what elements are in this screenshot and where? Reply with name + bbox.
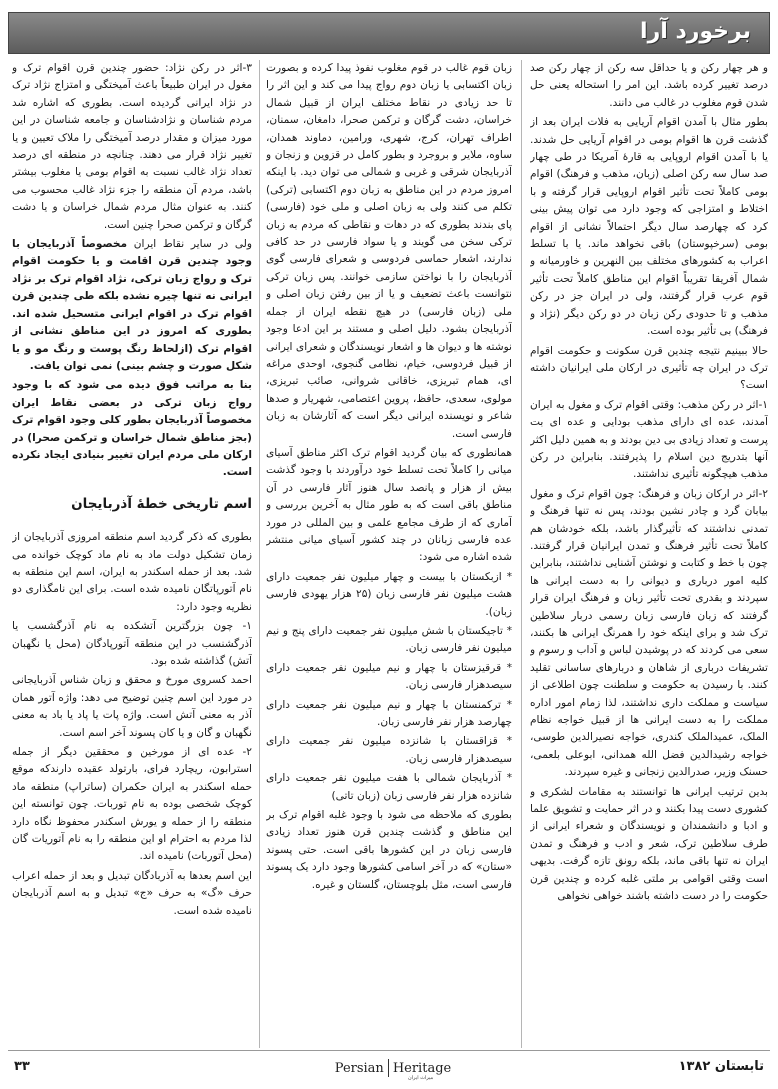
paragraph: ۲-اثر در ارکان زبان و فرهنگ: چون اقوام ترک و مغول بیابان گرد و چادر نشین بودند، پس نه تنها فرهنگ و تمدنی نداشتند که تأثیرگذار باشد، بلکه خودشان هم کاملاً تحت تأثیر فرهنگ و تمدن ایرانیان قرار گرفتند. چون با خط و کتابت و نوشتن آشنایی نداشتند، بنابراین کلیه امور درباری و دیوانی را به دست ایرانی ها سپردند و بقدری تحت تأثیر زبان و فرهنگ ایران قرار گرفتند که زبان فارسی زبان رسمی دربار سلاطین ترک شد و برای اینکه خود را همرنگ ایرانی ها بکنند، سعی می کردند که در پوشیدن لباس و آداب و رسوم و تشریفات درباری از شاهان و دربارهای ساسانی تقلید کنند. با رسیدن به حکومت و سلطنت چون اطلاعی از سیاست و مملکت داری نداشتند، لذا زمام امور اداره مملکت را به دست ایرانی ها از قبیل خواجه نظام الملک، عمیدالملک کندری، خواجه نصیرالدین طوسی، خواجه رشیدالدین فضل الله همدانی، ابوعلی بلعمی، حسنک وزیر، صدرالدین زنجانی و غیره سپردند.	[530, 487, 768, 779]
paragraph-lead: ولی در سایر نقاط ایران	[133, 238, 252, 251]
paragraph: بطور مثال با آمدن اقوام آریایی به فلات ایران بعد از گذشت قرن ها اقوام بومی در اقوام آریایی حل شدند. یا با آمدن اقوام اروپایی به قارهٔ آمریکا در طی چهار صد سال سه رکن اصلی (زبان، مذهب و فرهنگ) اقوام بومی کاملاً تحت تأثیر اقوام اروپایی قرار گرفته و با اختلاط و امتزاجی که وجود دارد می توان پیش بینی کرد که چهارصد سال دیگر احتمالاً نشانی از اقوام بومی (سرخپوستان) باقی نخواهد ماند. یا با تسلط اعراب به کشورهای مختلف بین النهرین و خاورمیانه و شمال آفریقا تقریباً اقوام این مناطق کاملاً تحت تأثیر قوم عرب قرار گرفتند، ولی در ایران جز در رکن مذهب و تا حدودی رکن زبان در دو رکن دیگر (نژاد و فرهنگ) بی تأثیر بوده است.	[530, 116, 768, 338]
paragraph: ۳-اثر در رکن نژاد: حضور چندین قرن اقوام ترک و مغول در ایران طبیعاً باعث آمیختگی و امتزاج نژاد ترک در نژاد ایرانی گردیده است. بطوری که اشاره شد مردم شناسان و نژادشناسان و جامعه شناسان در این مورد میزان و مقدار درصد آمیختگی را ملاک تعیین و یا تغییر نژاد قرار می دهند. چنانچه در منطقه ای درصد تعداد نژاد غالب نسبت به اقوام بومی یا مغلوب بیشتر باشد، مردم آن منطقه را جزء نژاد غالب محسوب می کنند. به عنوان مثال مردم شمال خراسان و یا دشت گرگان و ترکمن صحرا چنین است.	[12, 62, 252, 231]
logo-divider	[388, 1059, 389, 1077]
paragraph: همانطوری که بیان گردید اقوام ترک اکثر مناطق آسیای میانی را کاملاً تحت تسلط خود درآوردند با وجود گذشت بیش از هزار و پانصد سال هنوز آثار فارسی در آن مناطق باقی است که به طور مثال به آخرین بررسی و آماری که از طرف مجامع علمی و بین المللی در مورد عده فارسی زبانان در چند کشور آسیای میانی منتشر شده اشاره می شود:	[266, 446, 512, 564]
paragraph: زبان قوم غالب در قوم مغلوب نفوذ پیدا کرده و بصورت زبان اکتسابی یا زبان دوم رواج پیدا می کند و این اثر را تا حد زیادی در نقاط مختلف ایران از قبیل شمال خراسان، دشت گرگان و ترکمن صحرا، دامغان، سمنان، اطراف تهران، کرج، شهری، ورامین، دماوند همدان، ساوه، ملایر و بروجرد و بطور کامل در قزوین و زنجان و آذربایجان شرقی و غربی و شمالی می توان دید. با اینکه امروز مردم در این مناطق به زبان دوم اکتسابی (ترکی) تکلم می کنند ولی به زبان اصلی و ملی خود (فارسی) پای بندند بطوری که در دهات و نقاطی که مردم به زبان ترکی سخن می گویند و یا سواد فارسی در حد کافی ندارند، اشعار حماسی فردوسی و شعرای فارسی گوی آذربایجان را با نواختن سازمی خوانند. پس زبان ترکی نتوانست باعث تضعیف و یا از بین رفتن زبان اصلی و ملی (زبان فارسی) در هیچ نقطه ایران از جمله آذربایجان بشود. دلیل اصلی و مستند بر این ادعا وجود نوشته ها و دیوان ها و اشعار نویسندگان و شعرای ایرانی از قبیل فردوسی، خیام، نظامی گنجوی، اوحدی مراغه ای، همام تبریزی، خاقانی شروانی، صائب تبریزی، مولوی، سعدی، حافظ، پروین اعتصامی، شهریار و صدها شاعر و نویسنده ایرانی دیگر است که آثارشان به زبان فارسی است.	[266, 62, 512, 440]
persian-heritage-logo	[318, 1055, 468, 1081]
paragraph: بطوری که ملاحظه می شود با وجود غلبه اقوام ترک بر این مناطق و گذشت چندین قرن هنوز تعداد زیادی فارسی زبان در این کشورها باقی است. حتی پسوند «ستان» که در آخر اسامی کشورها وجود دارد یک پسوند فارسی است، مثل بلوچستان، گلستان و غیره.	[266, 809, 512, 891]
column-divider	[521, 60, 522, 1048]
list-item: * ازبکستان با بیست و چهار میلیون نفر جمعیت دارای هشت میلیون نفر فارسی زبان (۲۵ هزار یهودی فارسی زبان).	[266, 570, 512, 618]
column-divider	[259, 60, 260, 1048]
page-number: ۳۳	[14, 1059, 30, 1074]
page-footer	[8, 1050, 770, 1085]
article-column-1	[530, 60, 768, 1048]
issue-date: تابستان ۱۳۸۲	[678, 1059, 764, 1074]
article-column-3	[12, 60, 252, 1048]
list-item: * آذربایجان شمالی با هفت میلیون نفر جمعیت دارای شانزده هزار نفر فارسی زبان (زبان تاتی)	[266, 772, 512, 802]
section-header-bar	[8, 12, 770, 54]
paragraph: ۱- چون بزرگترین آتشکده به نام آذرگشسب یا آذرگشنسب در این منطقه آتورپادگان (محل یا نگهبان آتش) گذاشته شده بود.	[12, 620, 252, 667]
list-item: * ترکمنستان با چهار و نیم میلیون نفر جمعیت دارای چهارصد هزار نفر فارسی زبان.	[266, 698, 512, 729]
list-item: * قزاقستان با شانزده میلیون نفر جمعیت دارای سیصدهزار فارسی زبان.	[266, 735, 512, 765]
paragraph: ۲- عده ای از مورخین و محققین دیگر از جمله استرابون، ریچارد فرای، بارتولد عقیده دارندکه موقع حمله اسکندر به ایران حکمران (ساتراپ) منطقه ماد کوچک شخصی بوده به نام توربات. چون توانسته این منطقه را از حمله و یورش اسکندر محفوظ نگاه دارد لذا مردم به احترام او این منطقه را به نام آتوریات گان (محل آتوربات) نامیده اند.	[12, 746, 252, 863]
list-item: * قرقیزستان با چهار و نیم میلیون نفر جمعیت دارای سیصدهزار فارسی زبان.	[266, 661, 512, 692]
paragraph: بطوری که ذکر گردید اسم منطقه امروزی آذربایجان از زمان تشکیل دولت ماد به نام ماد کوچک خوانده می شد. بعد از حمله اسکندر به ایران، اسم این منطقه به نام آتورپاتگان نامیده شده است. برای این نامگذاری دو نظریه وجود دارد:	[12, 531, 252, 613]
bold-conclusion: بنا به مراتب فوق دیده می شود که با وجود رواج زبان ترکی در بعضی نقاط ایران مخصوصاً آذربایجان بطور کلی وجود اقوام ترک (بجز مناطق شمال خراسان و ترکمن صحرا) در ارکان ملی مردم ایران تغییر بنیادی ایجاد نکرده است.	[12, 379, 252, 479]
logo-text-heritage: Heritage	[392, 1060, 452, 1076]
paragraph: حالا ببینیم نتیجه چندین قرن سکونت و حکومت اقوام ترک در ایران چه تأثیری در ارکان ملی ایرانیان داشته است؟	[530, 344, 768, 392]
paragraph-emphasis	[12, 236, 252, 375]
paragraph: بدین ترتیب ایرانی ها توانستند به مقامات لشکری و کشوری دست پیدا بکنند و در اثر حمایت و تشویق علما و ادبا و دانشمندان و نویسندگان و شعراء ایرانی از طرف سلاطین ترک، شعر و ادب و فرهنگ و تمدن ایران نه تنها باقی ماند، بلکه رونق تازه گرفت. بدیهی است وقتی اقوامی بر ملتی غلبه کرده و چندین قرن حکومت را در دست داشته باشند خواهی نخواهی	[530, 785, 768, 903]
logo-subtitle: میراث ایران	[408, 1075, 434, 1081]
paragraph: این اسم بعدها به آذربادگان تبدیل و بعد از حمله اعراب حرف «گ» به حرف «ج» تبدیل و به اسم آذربایجان نامیده شده است.	[12, 869, 252, 917]
subsection-heading: اسم تاریخی خطهٔ آذربایجان	[71, 495, 252, 512]
paragraph: و هر چهار رکن و یا حداقل سه رکن از چهار رکن صد درصد تغییر کرده باشد. این امر را استحاله یعنی حل شدن قوم مغلوب در غالب می دانند.	[530, 62, 768, 109]
logo-text-persian: Persian	[334, 1060, 384, 1076]
article-column-2	[266, 60, 512, 1048]
paragraph: ۱-اثر در رکن مذهب: وقتی اقوام ترک و مغول به ایران آمدند، عده ای دارای مذهب بودایی و عده ای بت پرست و تعداد زیادی بی دین بودند و به همین دلیل اکثر آنها بتدریج دین اسلام را پذیرفتند. بنابراین در رکن مذهب هیچگونه تأثیری نداشتند.	[530, 398, 768, 481]
section-title: برخورد آرا	[640, 19, 751, 44]
bold-text: مخصوصاً آذربایجان با وجود چندین قرن اقامت و یا حکومت اقوام ترک و رواج زبان ترکی، نژاد اقوام ترک بر نژاد ایرانی نه تنها چیره نشده بلکه طی چندین قرن اقوام ترک در اقوام ایرانی متسحیل شده اند. بطوری که امروز در این مناطق نشانی از اقوام ترک (ازلحاظ رنگ پوست و رنگ مو و یا شکل صورت و چشم بینی) نمی توان یافت.	[12, 238, 252, 372]
list-item: * تاجیکستان با شش میلیون نفر جمعیت دارای پنج و نیم میلیون نفر فارسی زبان.	[266, 625, 512, 655]
paragraph: احمد کسروی مورخ و محقق و زبان شناس آذربایجانی در مورد این اسم چنین توضیح می دهد: واژه آتور همان آذر به معنی آتش است. واژه پات یا پاد یا باد به معنی نگهبان و گان و یا کان پسوند آخر اسم است.	[12, 674, 252, 739]
